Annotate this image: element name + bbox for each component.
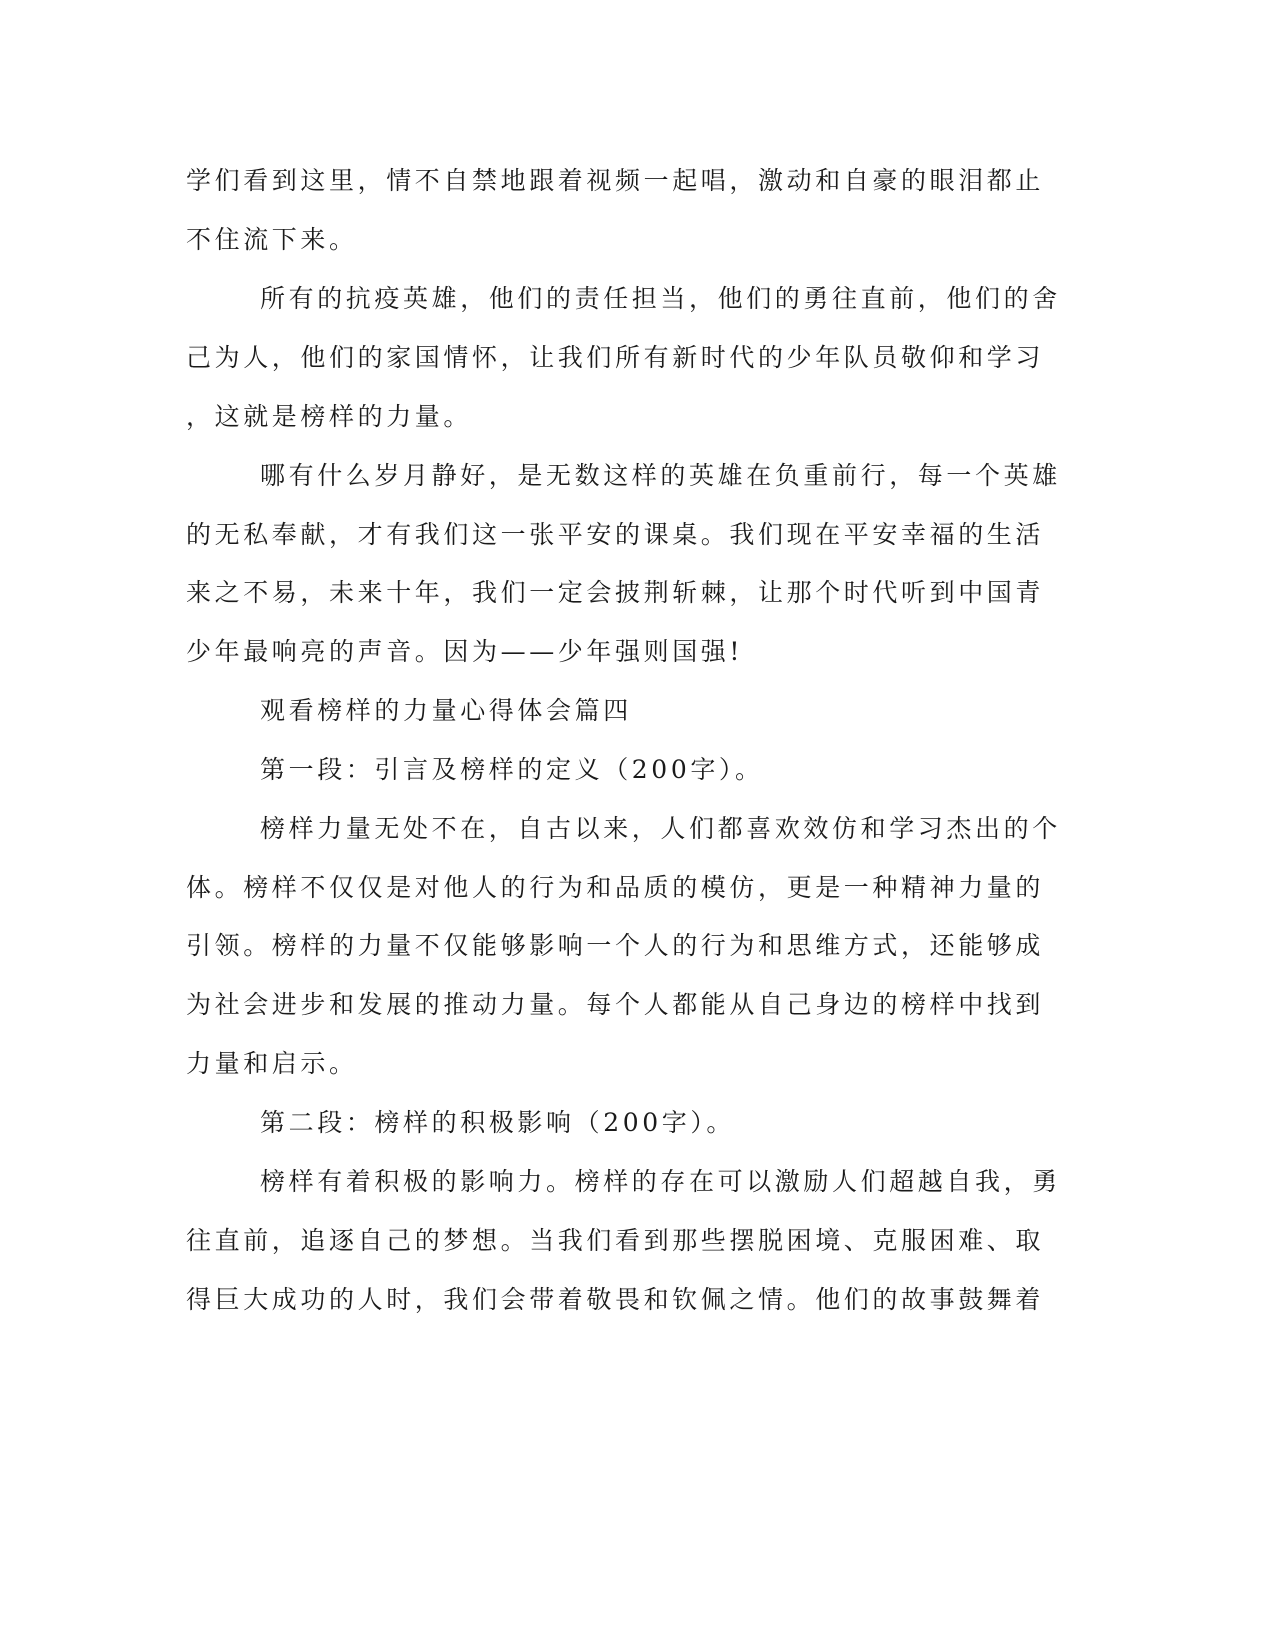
text-line: 的无私奉献，才有我们这一张平安的课桌。我们现在平安幸福的生活 (186, 520, 1045, 549)
text-line: 力量和启示。 (186, 1049, 358, 1078)
text-line: 得巨大成功的人时，我们会带着敬畏和钦佩之情。他们的故事鼓舞着 (186, 1285, 1045, 1314)
section-subheading: 第一段：引言及榜样的定义（200字）。 (260, 755, 764, 784)
text-line: 不住流下来。 (186, 225, 358, 254)
paragraph-first-line: 所有的抗疫英雄，他们的责任担当，他们的勇往直前，他们的舍 (260, 284, 1061, 313)
paragraph-first-line: 榜样力量无处不在，自古以来，人们都喜欢效仿和学习杰出的个 (260, 814, 1061, 843)
text-line: 为社会进步和发展的推动力量。每个人都能从自己身边的榜样中找到 (186, 990, 1045, 1019)
text-line: 己为人，他们的家国情怀，让我们所有新时代的少年队员敬仰和学习 (186, 343, 1045, 372)
text-line: ，这就是榜样的力量。 (186, 402, 473, 431)
text-line: 来之不易，未来十年，我们一定会披荆斩棘，让那个时代听到中国青 (186, 578, 1045, 607)
text-line: 少年最响亮的声音。因为——少年强则国强! (186, 637, 744, 666)
section-heading: 观看榜样的力量心得体会篇四 (260, 696, 632, 725)
paragraph-first-line: 榜样有着积极的影响力。榜样的存在可以激励人们超越自我，勇 (260, 1167, 1061, 1196)
text-line: 引领。榜样的力量不仅能够影响一个人的行为和思维方式，还能够成 (186, 931, 1045, 960)
paragraph-first-line: 哪有什么岁月静好，是无数这样的英雄在负重前行，每一个英雄 (260, 461, 1061, 490)
section-subheading: 第二段：榜样的积极影响（200字）。 (260, 1108, 736, 1137)
text-line: 体。榜样不仅仅是对他人的行为和品质的模仿，更是一种精神力量的 (186, 873, 1045, 902)
text-line: 学们看到这里，情不自禁地跟着视频一起唱，激动和自豪的眼泪都止 (186, 166, 1045, 195)
text-line: 往直前，追逐自己的梦想。当我们看到那些摆脱困境、克服困难、取 (186, 1226, 1045, 1255)
